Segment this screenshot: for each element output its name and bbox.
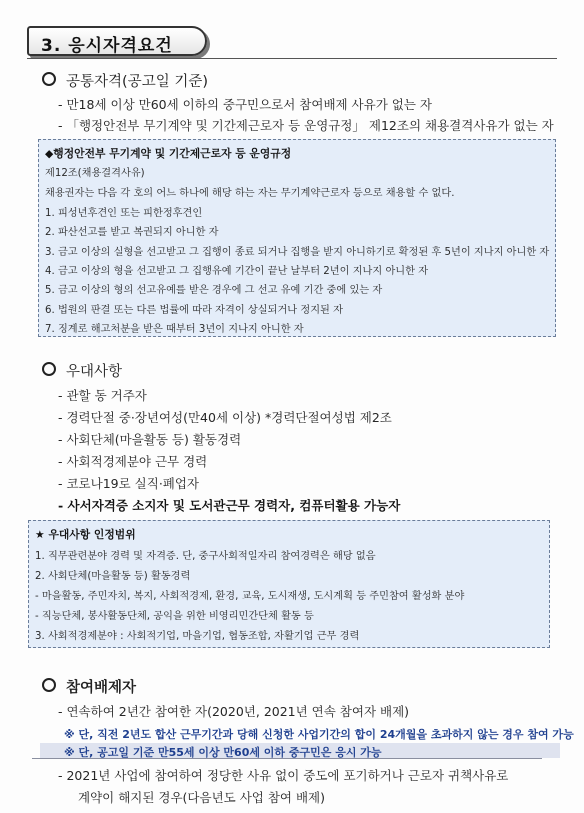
exclusion-heading-text: 참여배제자 [66,680,137,696]
preference-range-line: 1. 직무관련분야 경력 및 자격증. 단, 중구사회적일자리 참여경력은 해당 없음 [35,551,376,562]
circle-bullet-icon [42,72,56,86]
regulation-article: 제12조(채용결격사유) [45,168,145,179]
exclusion-item-continued: 계약이 해지된 경우(다음년도 사업 참여 배제) [78,790,325,805]
regulation-item: 5. 금고 이상의 형의 선고유예를 받은 경우에 그 선고 유예 기간 중에 있는 자 [45,285,383,296]
preference-range-line: 2. 사회단체(마을활동 등) 활동경력 [35,571,191,582]
preference-range-title: ★ 우대사항 인정범위 [35,528,136,541]
regulation-item: 2. 파산선고를 받고 복권되지 아니한 자 [45,227,219,238]
common-heading-text: 공통자격(공고일 기준) [66,74,208,90]
common-item: - 만18세 이상 만60세 이하의 중구민으로서 참여배제 사유가 없는 자 [58,97,432,112]
regulation-item: 4. 금고 이상의 형을 선고받고 그 집행유예 기간이 끝난 날부터 2년이 지나지 아니한 자 [45,266,429,277]
preference-item: - 경력단절 중·장년여성(만40세 이상) *경력단절여성법 제2조 [58,410,392,425]
exclusion-item: - 2021년 사업에 참여하여 정당한 사유 없이 중도에 포기하거나 근로자 귀책사유로 [58,768,509,783]
preference-item: - 코로나19로 실직·폐업자 [58,476,200,491]
section-title: 3. 응시자격요건 [27,26,207,56]
common-item: - 「행정안전부 무기계약 및 기간제근로자 등 운영규정」 제12조의 채용결격사유가 없는 자 [58,118,554,133]
regulation-item: 6. 법원의 판결 또는 다른 법률에 따라 자격이 상실되거나 정지된 자 [45,305,343,316]
preference-heading [42,360,122,381]
regulation-item: 7. 징계로 해고처분을 받은 때부터 3년이 지나지 아니한 자 [45,324,304,335]
regulation-box [38,139,556,337]
preference-range-line: 3. 사회적경제분야 : 사회적기업, 마을기업, 협동조합, 자활기업 근무 경력 [35,631,360,642]
exclusion-heading [42,676,136,697]
preference-range-line: - 마을활동, 주민자치, 복지, 사회적경제, 환경, 교육, 도시재생, 도시계획 등 주민참여 활성화 분야 [35,591,465,602]
preference-item-bold: - 사서자격증 소지자 및 도서관근무 경력자, 컴퓨터활용 가능자 [58,498,401,513]
exclusion-note: ※ 단, 직전 2년도 합산 근무기간과 당해 신청한 사업기간의 합이 24개월을 초과하지 않는 경우 참여 가능 [64,728,574,741]
note-underline [32,758,542,759]
exclusion-note: ※ 단, 공고일 기준 만55세 이상 만60세 이하 중구민은 응시 가능 [64,746,382,759]
section-divider [27,58,557,59]
preference-item: - 사회적경제분야 근무 경력 [58,454,208,469]
preference-range-box [28,520,550,648]
regulation-item: 1. 피성년후견인 또는 피한정후견인 [45,208,203,219]
preference-item: - 사회단체(마을활동 등) 활동경력 [58,432,242,447]
circle-bullet-icon [42,678,56,692]
regulation-title: ◆행정안전부 무기계약 및 기간제근로자 등 운영규정 [45,147,292,160]
exclusion-item: - 연속하여 2년간 참여한 자(2020년, 2021년 연속 참여자 배제) [58,704,410,719]
preference-heading-text: 우대사항 [66,364,123,380]
circle-bullet-icon [42,362,56,376]
preference-range-line: - 직능단체, 봉사활동단체, 공익을 위한 비영리민간단체 활동 등 [35,611,314,622]
regulation-intro: 채용권자는 다음 각 호의 어느 하나에 해당 하는 자는 무기계약근로자 등으로 채용할 수 없다. [45,188,455,199]
preference-item: - 관할 동 거주자 [58,388,147,403]
common-heading [42,70,208,91]
regulation-item: 3. 금고 이상의 실형을 선고받고 그 집행이 종료 되거나 집행을 받지 아니하기로 확정된 후 5년이 지나지 아니한 자 [45,247,550,258]
